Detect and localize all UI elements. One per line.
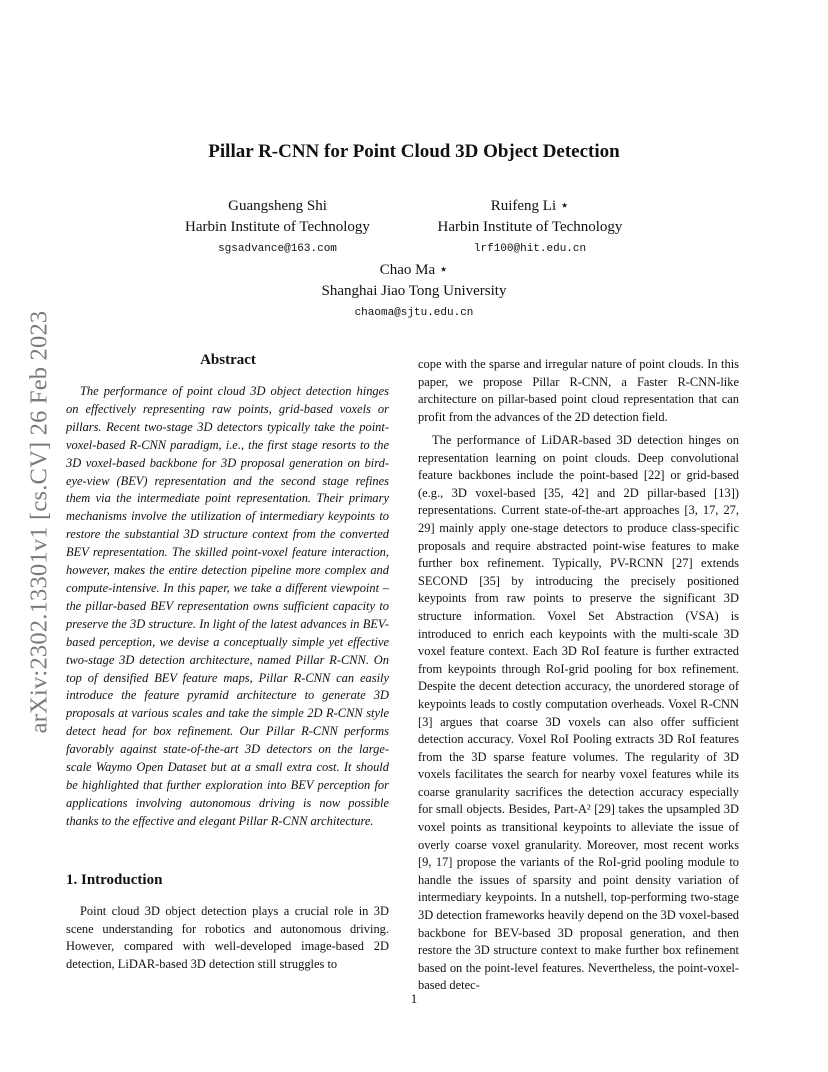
right-column-paragraph-2: The performance of LiDAR-based 3D detection hinges on representation learning on point clouds. Deep convolutional feature backbones include the point-based [22] or grid-based (e.g., 3D voxel-based [35, 42] and 2D pillar-based [13]) representations. Current state-of-the-art approaches [3, 17, 27, 29] mainly apply one-stage detectors to produce class-specific proposals and require abstracted point-wise features to make further box refinement. Typically, PV-RCNN [27] extends SECOND [35] by introducing the precisely positioned keypoints from raw points to preserve the significant 3D structure information. Voxel Set Abstraction (VSA) is introduced to enrich each keypoints with the multi-scale 3D voxel feature context. Each 3D RoI feature is further extracted from keypoints through RoI-grid pooling for box refinement. Despite the decent detection accuracy, the unordered storage of keypoints leads to costly computation overheads. Voxel R-CNN [3] argues that coarse 3D voxels can also offer sufficient detection accuracy. Voxel RoI Pooling extracts 3D RoI features from the 3D sparse feature volumes. The regularity of 3D voxels facilitates the search for nearby voxel features while its coarse granularity sacrifices the detection accuracy especially for small objects. Besides, Part-A² [29] takes the upsampled 3D voxel points as transitional keypoints to alleviate the issue of overly coarse voxel granularity. Moreover, most recent works [9, 17] propose the variants of the RoI-grid pooling module to handle the issues of sparsity and point density variation of intermediary keypoints. In a nutshell, top-performing two-stage 3D detection frameworks heavily depend on the 3D voxel-based backbone for BEV-based 3D proposal generation, and then restore the 3D structure context to make further box refinement based on the point-level features. Nevertheless, the point-voxel-based detec-: [418, 433, 739, 993]
abstract-heading: Abstract: [200, 352, 256, 368]
author-affiliation: Harbin Institute of Technology: [437, 219, 623, 235]
author-name: Chao Ma ⋆: [379, 262, 449, 278]
author-affiliation: Shanghai Jiao Tong University: [321, 283, 507, 299]
author-affiliation: Harbin Institute of Technology: [185, 219, 370, 235]
author-block: [0, 260, 828, 324]
author-name: Ruifeng Li ⋆: [490, 198, 570, 214]
author-email: chaoma@sjtu.edu.cn: [354, 307, 474, 319]
author-name: Guangsheng Shi: [228, 198, 327, 214]
author-email: sgsadvance@163.com: [218, 243, 337, 255]
author-block: [165, 196, 390, 260]
arxiv-identifier: [22, 287, 56, 757]
paper-title: Pillar R-CNN for Point Cloud 3D Object Detection: [208, 141, 620, 162]
arxiv-identifier-text: arXiv:2302.13301v1 [cs.CV] 26 Feb 2023: [25, 310, 53, 734]
abstract-text: The performance of point cloud 3D object detection hinges on effectively representing raw points, grid-based voxels or pillars. Recent two-stage 3D detectors typically take the point-voxel-based R-CNN paradigm, i.e., the first stage resorts to the 3D voxel-based backbone for 3D proposal generation on bird-eye-view (BEV) representation and the second stage refines them via the intermediate point representation. Their primary mechanisms involve the utilization of intermediary keypoints to restore the substantial 3D structure context from the converted BEV representation. The skilled point-voxel feature interaction, however, makes the entire detection pipeline more complex and compute-intensive. In this paper, we take a different viewpoint – the pillar-based BEV representation owns sufficient capacity to preserve the 3D structure. In light of the latest advances in BEV-based perception, we devise a conceptually simple yet effective two-stage 3D detection architecture, named Pillar R-CNN. On top of densified BEV feature maps, Pillar R-CNN can easily introduce the feature pyramid architecture to generate 3D proposals at various scales and take the simple 2D R-CNN style detect head for box refinement. Our Pillar R-CNN performs favorably against state-of-the-art 3D detectors on the large-scale Waymo Open Dataset but at a small extra cost. It should be highlighted that further exploration into BEV perception for applications involving autonomous driving is now possible thanks to the effective and elegant Pillar R-CNN architecture.: [66, 384, 389, 828]
introduction-heading: 1. Introduction: [66, 872, 163, 888]
author-email: lrf100@hit.edu.cn: [473, 243, 587, 255]
author-block: [415, 196, 645, 260]
introduction-paragraph: Point cloud 3D object detection plays a crucial role in 3D scene understanding for robotics and autonomous driving. However, compared with well-developed image-based 2D detection, LiDAR-based 3D detection still struggles to: [66, 904, 389, 971]
page-number: 1: [410, 991, 418, 1006]
right-column-paragraph-1: cope with the sparse and irregular nature of point clouds. In this paper, we propose Pillar R-CNN, a Faster R-CNN-like architecture on pillar-based point cloud representation that can profit from the advances of the 2D detection field.: [418, 357, 739, 424]
